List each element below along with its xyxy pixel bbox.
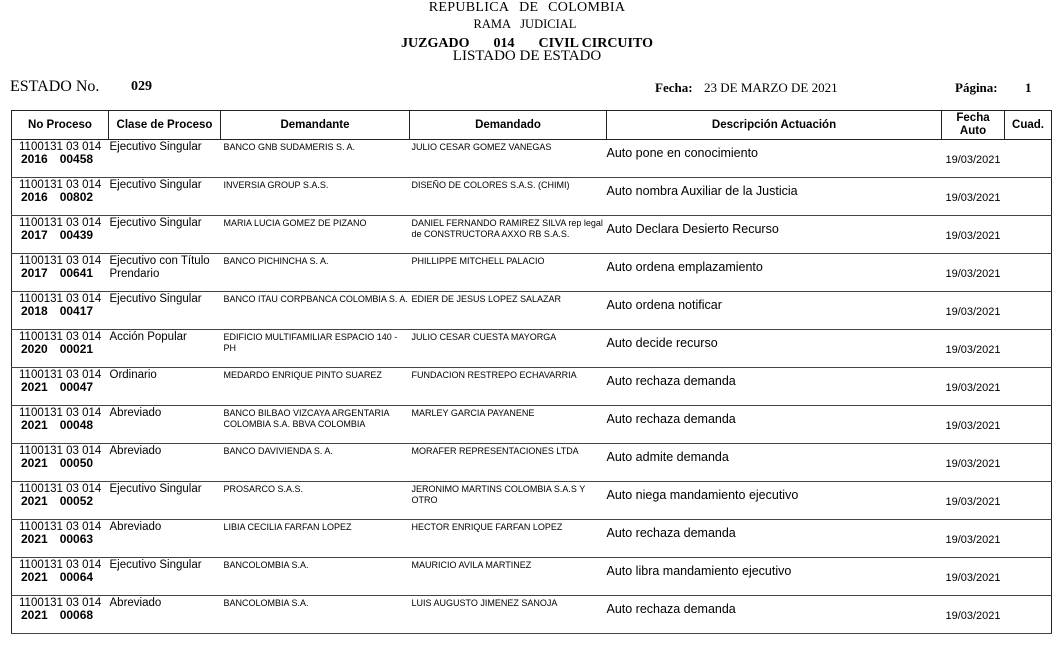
estado-number: 029 [131,79,152,94]
cell-fecha-auto [942,292,1005,330]
col-header-fecha-auto: Fecha Auto [942,111,1005,140]
proceso-code: 1100131 03 014 [19,445,102,457]
proceso-code: 1100131 03 014 [19,521,102,533]
cell-clase [109,216,221,254]
proceso-code: 1100131 03 014 [19,331,102,343]
header-country [0,0,1054,16]
proceso-radicado [12,305,109,318]
table-row [12,520,1052,558]
fecha-auto: 19/03/2021 [945,496,1001,508]
proceso-year: 2018 [21,304,48,318]
descripcion-actuacion: Auto libra mandamiento ejecutivo [606,564,792,578]
cell-demandante [221,596,410,634]
col-header-descripcion: Descripción Actuación [607,111,942,140]
demandante: EDIFICIO MULTIFAMILIAR ESPACIO 140 - PH [223,332,398,353]
cell-clase [109,596,221,634]
cell-clase [109,254,221,292]
cell-clase [109,558,221,596]
cell-demandante [221,254,410,292]
proceso-radicado [12,229,109,242]
proceso-year: 2016 [21,190,48,204]
clase-proceso: Ordinario [109,369,157,381]
cell-cuad [1005,292,1052,330]
proceso-number: 00417 [59,304,94,318]
proceso-year: 2016 [21,152,48,166]
cell-demandante [221,558,410,596]
proceso-number: 00458 [59,152,94,166]
cell-descripcion [607,178,942,216]
proceso-number: 00802 [59,190,94,204]
table-row [12,292,1052,330]
fecha-auto: 19/03/2021 [945,610,1001,622]
cell-demandado [410,330,607,368]
cell-demandante [221,406,410,444]
cell-demandado [410,140,607,178]
demandado: JULIO CESAR CUESTA MAYORGA [411,332,557,342]
cell-cuad [1005,368,1052,406]
clase-proceso: Ejecutivo Singular [109,559,202,571]
cell-proceso [12,558,109,596]
cell-proceso [12,254,109,292]
clase-proceso: Acción Popular [109,331,187,343]
clase-proceso: Ejecutivo Singular [109,483,202,495]
header-word: JUDICIAL [520,17,577,31]
proceso-code: 1100131 03 014 [19,369,102,381]
pagina-label: Página: [955,80,998,95]
cell-demandado [410,444,607,482]
cell-clase [109,330,221,368]
fecha-auto: 19/03/2021 [945,306,1001,318]
header-word: CIVIL CIRCUITO [538,36,653,51]
demandado: FUNDACION RESTREPO ECHAVARRIA [411,370,577,380]
demandante: INVERSIA GROUP S.A.S. [223,180,329,190]
col-header-demandante: Demandante [221,111,410,140]
proceso-radicado [12,571,109,584]
cell-cuad [1005,406,1052,444]
proceso-year: 2021 [21,380,48,394]
cell-demandado [410,520,607,558]
cell-demandado [410,558,607,596]
descripcion-actuacion: Auto ordena emplazamiento [606,260,763,274]
cell-proceso [12,216,109,254]
demandante: MEDARDO ENRIQUE PINTO SUAREZ [223,370,382,380]
cell-demandante [221,520,410,558]
demandante: BANCO ITAU CORPBANCA COLOMBIA S. A. [223,294,408,304]
cell-clase [109,292,221,330]
demandado: LUIS AUGUSTO JIMENEZ SANOJA [411,598,558,608]
proceso-radicado [12,609,109,622]
cell-descripcion [607,520,942,558]
cell-descripcion [607,444,942,482]
proceso-number: 00064 [59,570,94,584]
cell-fecha-auto [942,596,1005,634]
table-body [12,140,1052,634]
cell-descripcion [607,482,942,520]
proceso-number: 00439 [59,228,94,242]
fecha-auto: 19/03/2021 [945,572,1001,584]
table-row [12,140,1052,178]
cell-proceso [12,406,109,444]
cell-demandante [221,330,410,368]
proceso-number: 00021 [59,342,94,356]
fecha-auto: 19/03/2021 [945,154,1001,166]
proceso-number: 00068 [59,608,94,622]
proceso-radicado [12,419,109,432]
cell-demandante [221,444,410,482]
cell-cuad [1005,330,1052,368]
cell-fecha-auto [942,558,1005,596]
cell-proceso [12,520,109,558]
descripcion-actuacion: Auto rechaza demanda [606,412,736,426]
demandante: BANCOLOMBIA S.A. [223,560,309,570]
estado-label: ESTADO No. [10,78,100,95]
cell-clase [109,520,221,558]
fecha-auto: 19/03/2021 [945,268,1001,280]
cell-fecha-auto [942,406,1005,444]
descripcion-actuacion: Auto rechaza demanda [606,526,736,540]
cell-proceso [12,482,109,520]
demandado: HECTOR ENRIQUE FARFAN LOPEZ [411,522,563,532]
cell-demandado [410,216,607,254]
proceso-radicado [12,495,109,508]
header-word: RAMA [473,17,512,31]
proceso-number: 00641 [59,266,94,280]
table-row [12,178,1052,216]
cell-demandado [410,596,607,634]
proceso-number: 00063 [59,532,94,546]
clase-proceso: Abreviado [109,597,162,609]
cell-descripcion [607,406,942,444]
table-row [12,596,1052,634]
proceso-year: 2017 [21,266,48,280]
proceso-year: 2021 [21,418,48,432]
proceso-code: 1100131 03 014 [19,179,102,191]
proceso-number: 00052 [59,494,94,508]
demandante: BANCOLOMBIA S.A. [223,598,309,608]
cell-proceso [12,330,109,368]
cell-cuad [1005,482,1052,520]
proceso-radicado [12,533,109,546]
proceso-radicado [12,457,109,470]
fecha-auto: 19/03/2021 [945,420,1001,432]
proceso-code: 1100131 03 014 [19,597,102,609]
clase-proceso: Ejecutivo Singular [109,179,202,191]
table-row [12,368,1052,406]
cell-demandante [221,482,410,520]
descripcion-actuacion: Auto ordena notificar [606,298,722,312]
clase-proceso: Abreviado [109,407,162,419]
fecha-auto: 19/03/2021 [945,344,1001,356]
demandante: BANCO BILBAO VIZCAYA ARGENTARIA COLOMBIA S.A. BBVA COLOMBIA [223,408,390,429]
cell-demandante [221,292,410,330]
header-word: COLOMBIA [548,0,626,15]
header-word: JUZGADO [401,36,470,51]
cell-demandado [410,178,607,216]
cell-clase [109,406,221,444]
proceso-year: 2021 [21,532,48,546]
header-word: 014 [493,36,515,51]
cell-fecha-auto [942,178,1005,216]
cell-descripcion [607,254,942,292]
cell-fecha-auto [942,216,1005,254]
cell-cuad [1005,558,1052,596]
cell-fecha-auto [942,444,1005,482]
demandado: MORAFER REPRESENTACIONES LTDA [411,446,579,456]
cell-demandante [221,140,410,178]
cell-clase [109,140,221,178]
descripcion-actuacion: Auto admite demanda [606,450,729,464]
demandante: BANCO DAVIVIENDA S. A. [223,446,333,456]
clase-proceso: Ejecutivo Singular [109,141,202,153]
table-row [12,482,1052,520]
cell-demandado [410,292,607,330]
cell-demandado [410,482,607,520]
cell-demandante [221,216,410,254]
cell-proceso [12,444,109,482]
clase-proceso: Abreviado [109,445,162,457]
cell-demandado [410,406,607,444]
cell-cuad [1005,520,1052,558]
proceso-code: 1100131 03 014 [19,483,102,495]
proceso-code: 1100131 03 014 [19,407,102,419]
cell-cuad [1005,444,1052,482]
descripcion-actuacion: Auto rechaza demanda [606,602,736,616]
fecha-auto: 19/03/2021 [945,382,1001,394]
demandado: JERONIMO MARTINS COLOMBIA S.A.S Y OTRO [411,484,586,505]
cell-descripcion [607,292,942,330]
table-row [12,330,1052,368]
descripcion-actuacion: Auto niega mandamiento ejecutivo [606,488,799,502]
proceso-radicado [12,153,109,166]
proceso-year: 2021 [21,494,48,508]
cell-fecha-auto [942,254,1005,292]
col-header-demandado: Demandado [410,111,607,140]
demandado: PHILLIPPE MITCHELL PALACIO [411,256,545,266]
header-word: REPUBLICA [428,0,510,15]
demandante: PROSARCO S.A.S. [223,484,304,494]
demandado: MAURICIO AVILA MARTINEZ [411,560,532,570]
table-row [12,558,1052,596]
cell-cuad [1005,254,1052,292]
demandante: BANCO GNB SUDAMERIS S. A. [223,142,356,152]
clase-proceso: Abreviado [109,521,162,533]
cell-descripcion [607,140,942,178]
cell-proceso [12,368,109,406]
proceso-number: 00047 [59,380,94,394]
cell-descripcion [607,216,942,254]
proceso-year: 2021 [21,570,48,584]
proceso-code: 1100131 03 014 [19,217,102,229]
table-row [12,406,1052,444]
proceso-code: 1100131 03 014 [19,559,102,571]
cell-descripcion [607,330,942,368]
cell-clase [109,368,221,406]
cell-fecha-auto [942,520,1005,558]
fecha-auto: 19/03/2021 [945,230,1001,242]
cell-cuad [1005,140,1052,178]
cell-cuad [1005,178,1052,216]
proceso-year: 2020 [21,342,48,356]
col-header-clase: Clase de Proceso [109,111,221,140]
col-header-cuad: Cuad. [1005,111,1052,140]
cell-cuad [1005,596,1052,634]
cell-fecha-auto [942,368,1005,406]
fecha-auto: 19/03/2021 [945,458,1001,470]
estado-table [11,110,1052,634]
proceso-code: 1100131 03 014 [19,293,102,305]
proceso-year: 2021 [21,456,48,470]
col-header-proceso: No Proceso [12,111,109,140]
fecha-auto: 19/03/2021 [945,534,1001,546]
fecha-value: 23 DE MARZO DE 2021 [704,80,838,95]
demandante: MARIA LUCIA GOMEZ DE PIZANO [223,218,367,228]
demandado: EDIER DE JESUS LOPEZ SALAZAR [411,294,562,304]
descripcion-actuacion: Auto pone en conocimiento [606,146,758,160]
clase-proceso: Ejecutivo Singular [109,293,202,305]
cell-descripcion [607,558,942,596]
proceso-radicado [12,343,109,356]
demandado: DANIEL FERNANDO RAMIREZ SILVA rep legal de CONSTRUCTORA AXXO RB S.A.S. [411,218,603,239]
descripcion-actuacion: Auto rechaza demanda [606,374,736,388]
cell-proceso [12,140,109,178]
demandado: DISEÑO DE COLORES S.A.S. (CHIMI) [411,180,570,190]
fecha-auto: 19/03/2021 [945,192,1001,204]
proceso-code: 1100131 03 014 [19,255,102,267]
cell-demandante [221,178,410,216]
cell-proceso [12,292,109,330]
table-header-row [12,111,1052,140]
demandante: LIBIA CECILIA FARFAN LOPEZ [223,522,352,532]
page-title: LISTADO DE ESTADO [452,48,602,64]
proceso-year: 2021 [21,608,48,622]
proceso-number: 00048 [59,418,94,432]
cell-fecha-auto [942,140,1005,178]
cell-fecha-auto [942,482,1005,520]
clase-proceso: Ejecutivo con Título Prendario [109,255,210,280]
descripcion-actuacion: Auto decide recurso [606,336,718,350]
cell-demandante [221,368,410,406]
cell-demandado [410,368,607,406]
table-row [12,444,1052,482]
cell-demandado [410,254,607,292]
descripcion-actuacion: Auto Declara Desierto Recurso [606,222,779,236]
clase-proceso: Ejecutivo Singular [109,217,202,229]
cell-clase [109,178,221,216]
proceso-number: 00050 [59,456,94,470]
cell-clase [109,444,221,482]
cell-fecha-auto [942,330,1005,368]
proceso-radicado [12,191,109,204]
proceso-radicado [12,381,109,394]
cell-descripcion [607,368,942,406]
pagina-value: 1 [1025,80,1032,95]
cell-clase [109,482,221,520]
cell-cuad [1005,216,1052,254]
table-row [12,216,1052,254]
demandado: JULIO CESAR GOMEZ VANEGAS [411,142,552,152]
header-branch [0,17,1052,32]
proceso-year: 2017 [21,228,48,242]
demandado: MARLEY GARCIA PAYANENE [411,408,535,418]
header-word: DE [519,0,539,15]
cell-proceso [12,178,109,216]
table-row [12,254,1052,292]
cell-proceso [12,596,109,634]
proceso-radicado [12,267,109,280]
demandante: BANCO PICHINCHA S. A. [223,256,329,266]
fecha-label: Fecha: [655,80,693,95]
descripcion-actuacion: Auto nombra Auxiliar de la Justicia [606,184,798,198]
proceso-code: 1100131 03 014 [19,141,102,153]
cell-descripcion [607,596,942,634]
